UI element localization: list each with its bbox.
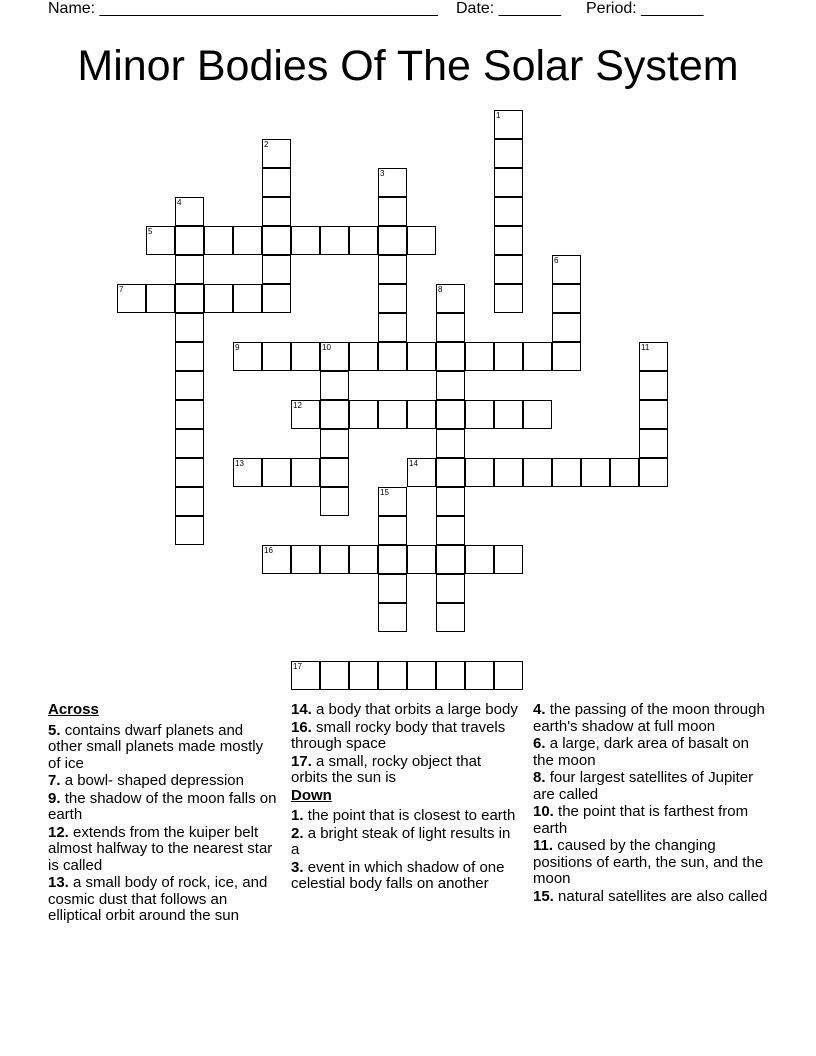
grid-cell[interactable] [175,284,204,313]
grid-cell[interactable] [320,226,349,255]
grid-cell[interactable] [523,400,552,429]
grid-cell[interactable] [552,284,581,313]
clue-down-6 [533,736,773,769]
grid-cell[interactable] [494,284,523,313]
clue-across-9 [48,791,278,824]
grid-cell[interactable] [494,545,523,574]
grid-cell[interactable] [320,487,349,516]
grid-cell[interactable] [233,226,262,255]
grid-cell[interactable] [494,110,523,139]
grid-cell[interactable] [436,313,465,342]
grid-cell[interactable] [436,458,465,487]
clue-down-10 [533,804,773,837]
grid-cell[interactable] [465,661,494,690]
grid-cell[interactable] [233,284,262,313]
across-heading: Across [48,701,99,718]
clue-column-1 [48,702,278,926]
grid-cell[interactable] [494,139,523,168]
clue-across-17 [291,754,521,787]
grid-cell[interactable] [639,342,668,371]
date-field-label: Date: _______ [456,0,561,17]
cell-number: 3 [380,169,385,178]
cell-number: 9 [235,343,240,352]
grid-cell[interactable] [407,661,436,690]
grid-cell[interactable] [349,661,378,690]
grid-cell[interactable] [378,226,407,255]
clue-text: a bowl- shaped depression [64,772,244,789]
grid-cell[interactable] [407,342,436,371]
grid-cell[interactable] [175,516,204,545]
clue-column-2 [291,702,521,894]
grid-cell[interactable] [494,168,523,197]
grid-cell[interactable] [320,458,349,487]
clue-across-5 [48,723,278,773]
grid-cell[interactable] [436,516,465,545]
page-title: Minor Bodies Of The Solar System [77,42,739,90]
clue-number: 5. [48,721,61,739]
grid-cell[interactable] [175,400,204,429]
clue-number: 10. [533,803,554,820]
grid-cell[interactable] [146,226,175,255]
grid-cell[interactable] [349,400,378,429]
grid-cell[interactable] [407,545,436,574]
grid-cell[interactable] [233,342,262,371]
grid-cell[interactable] [639,400,668,429]
clue-text: a small body of rock, ice, and cosmic dust that follows an elliptical orbit around the sun [48,874,268,924]
grid-cell[interactable] [204,284,233,313]
grid-cell[interactable] [436,661,465,690]
clue-text: natural satellites are also called [558,887,768,905]
cell-number: 16 [264,546,273,555]
clue-text: caused by the changing positions of earth, the sun, and the moon [533,837,764,887]
grid-cell[interactable] [175,226,204,255]
grid-cell[interactable] [494,458,523,487]
grid-cell[interactable] [552,342,581,371]
grid-cell[interactable] [204,226,233,255]
clue-text: a body that orbits a large body [316,701,518,718]
grid-cell[interactable] [378,342,407,371]
clue-across-7 [48,773,278,790]
grid-cell[interactable] [320,371,349,400]
clue-across-16 [291,720,521,753]
clue-number: 12. [48,823,69,841]
cell-number: 11 [641,343,650,352]
grid-cell[interactable] [523,458,552,487]
grid-cell[interactable] [349,342,378,371]
grid-cell[interactable] [349,226,378,255]
grid-cell[interactable] [407,226,436,255]
clue-down-2 [291,826,521,859]
grid-cell[interactable] [262,197,291,226]
grid-cell[interactable] [378,574,407,603]
grid-cell[interactable] [407,400,436,429]
grid-cell[interactable] [262,139,291,168]
grid-cell[interactable] [378,284,407,313]
grid-cell[interactable] [378,400,407,429]
grid-cell[interactable] [262,284,291,313]
cell-number: 5 [148,227,153,236]
grid-cell[interactable] [436,400,465,429]
clue-number: 4. [533,701,546,718]
clue-text: event in which shadow of one celestial body falls on another [291,858,505,892]
grid-cell[interactable] [320,545,349,574]
cell-number: 13 [235,459,244,468]
cell-number: 12 [293,401,302,410]
grid-cell[interactable] [175,197,204,226]
grid-cell[interactable] [436,429,465,458]
cell-number: 15 [380,488,389,497]
clue-text: a large, dark area of basalt on the moon [533,735,749,769]
clue-number: 2. [291,824,304,842]
cell-number: 17 [293,662,302,671]
cell-number: 4 [177,198,182,207]
cell-number: 6 [554,256,559,265]
clue-number: 9. [48,789,61,807]
period-field-label: Period: _______ [586,0,704,17]
clue-number: 16. [291,718,312,736]
cell-number: 7 [119,285,124,294]
cell-number: 2 [264,140,269,149]
grid-cell[interactable] [552,255,581,284]
grid-cell[interactable] [378,603,407,632]
grid-cell[interactable] [610,458,639,487]
clue-text: a bright steak of light results in a [291,824,511,858]
grid-cell[interactable] [262,545,291,574]
clue-number: 15. [533,887,554,905]
cell-number: 8 [438,285,443,294]
clue-text: four largest satellites of Jupiter are called [533,769,754,803]
grid-cell[interactable] [378,313,407,342]
grid-cell[interactable] [436,574,465,603]
clue-down-15 [533,889,773,906]
grid-cell[interactable] [552,313,581,342]
cell-number: 10 [322,343,331,352]
down-heading: Down [291,786,332,804]
grid-cell[interactable] [175,313,204,342]
grid-cell[interactable] [639,429,668,458]
grid-cell[interactable] [320,400,349,429]
grid-cell[interactable] [378,661,407,690]
grid-cell[interactable] [262,255,291,284]
grid-cell[interactable] [175,371,204,400]
grid-cell[interactable] [262,458,291,487]
grid-cell[interactable] [465,400,494,429]
clue-number: 11. [533,837,554,854]
grid-cell[interactable] [378,516,407,545]
grid-cell[interactable] [465,545,494,574]
grid-cell[interactable] [349,545,378,574]
clue-text: the shadow of the moon falls on earth [48,789,277,823]
grid-cell[interactable] [378,545,407,574]
grid-cell[interactable] [175,342,204,371]
grid-cell[interactable] [639,458,668,487]
clue-down-8 [533,770,773,803]
clue-down-1 [291,808,521,825]
grid-cell[interactable] [175,487,204,516]
grid-cell[interactable] [465,458,494,487]
cell-number: 14 [409,459,418,468]
grid-cell[interactable] [494,255,523,284]
grid-cell[interactable] [494,400,523,429]
grid-cell[interactable] [552,458,581,487]
clue-down-4 [533,702,773,735]
clue-number: 13. [48,874,69,891]
grid-cell[interactable] [146,284,175,313]
cell-number: 1 [496,111,501,120]
clue-number: 7. [48,772,61,789]
grid-cell[interactable] [175,255,204,284]
grid-cell[interactable] [378,255,407,284]
grid-cell[interactable] [320,342,349,371]
grid-cell[interactable] [320,661,349,690]
clue-across-13 [48,875,278,925]
clue-number: 8. [533,769,546,786]
grid-cell[interactable] [262,168,291,197]
grid-cell[interactable] [175,429,204,458]
clue-text: a small, rocky object that orbits the sun is [291,752,482,786]
grid-cell[interactable] [494,661,523,690]
clue-number: 14. [291,701,312,718]
grid-cell[interactable] [262,226,291,255]
grid-cell[interactable] [639,371,668,400]
grid-cell[interactable] [436,545,465,574]
grid-cell[interactable] [378,168,407,197]
grid-cell[interactable] [581,458,610,487]
grid-cell[interactable] [436,371,465,400]
grid-cell[interactable] [291,226,320,255]
clue-number: 17. [291,752,312,770]
grid-cell[interactable] [291,458,320,487]
clue-text: the point that is farthest from earth [533,803,749,837]
grid-cell[interactable] [175,458,204,487]
clue-across-14 [291,702,521,719]
clue-text: the point that is closest to earth [307,807,516,824]
clue-number: 1. [291,807,304,824]
grid-cell[interactable] [291,400,320,429]
grid-cell[interactable] [436,487,465,516]
clue-text: small rocky body that travels through space [291,718,506,752]
grid-cell[interactable] [117,284,146,313]
grid-cell[interactable] [233,458,262,487]
grid-cell[interactable] [436,284,465,313]
grid-cell[interactable] [494,197,523,226]
clue-text: contains dwarf planets and other small planets made mostly of ice [48,721,264,772]
grid-cell[interactable] [494,342,523,371]
grid-cell[interactable] [494,226,523,255]
grid-cell[interactable] [436,603,465,632]
clue-down-3 [291,860,521,893]
clue-text: the passing of the moon through earth's shadow at full moon [533,701,765,735]
grid-cell[interactable] [465,342,494,371]
grid-cell[interactable] [523,342,552,371]
grid-cell[interactable] [262,342,291,371]
grid-cell[interactable] [378,487,407,516]
grid-cell[interactable] [291,342,320,371]
clue-down-11 [533,838,773,888]
clue-number: 6. [533,735,546,752]
clue-column-3 [533,702,773,906]
grid-cell[interactable] [291,661,320,690]
grid-cell[interactable] [378,197,407,226]
clue-text: extends from the kuiper belt almost halfway to the nearest star is called [48,823,273,874]
grid-cell[interactable] [291,545,320,574]
grid-cell[interactable] [436,342,465,371]
grid-cell[interactable] [320,429,349,458]
grid-cell[interactable] [407,458,436,487]
name-field-label: Name: ______________________________________ [48,0,438,17]
clue-across-12 [48,825,278,875]
clue-number: 3. [291,858,304,876]
